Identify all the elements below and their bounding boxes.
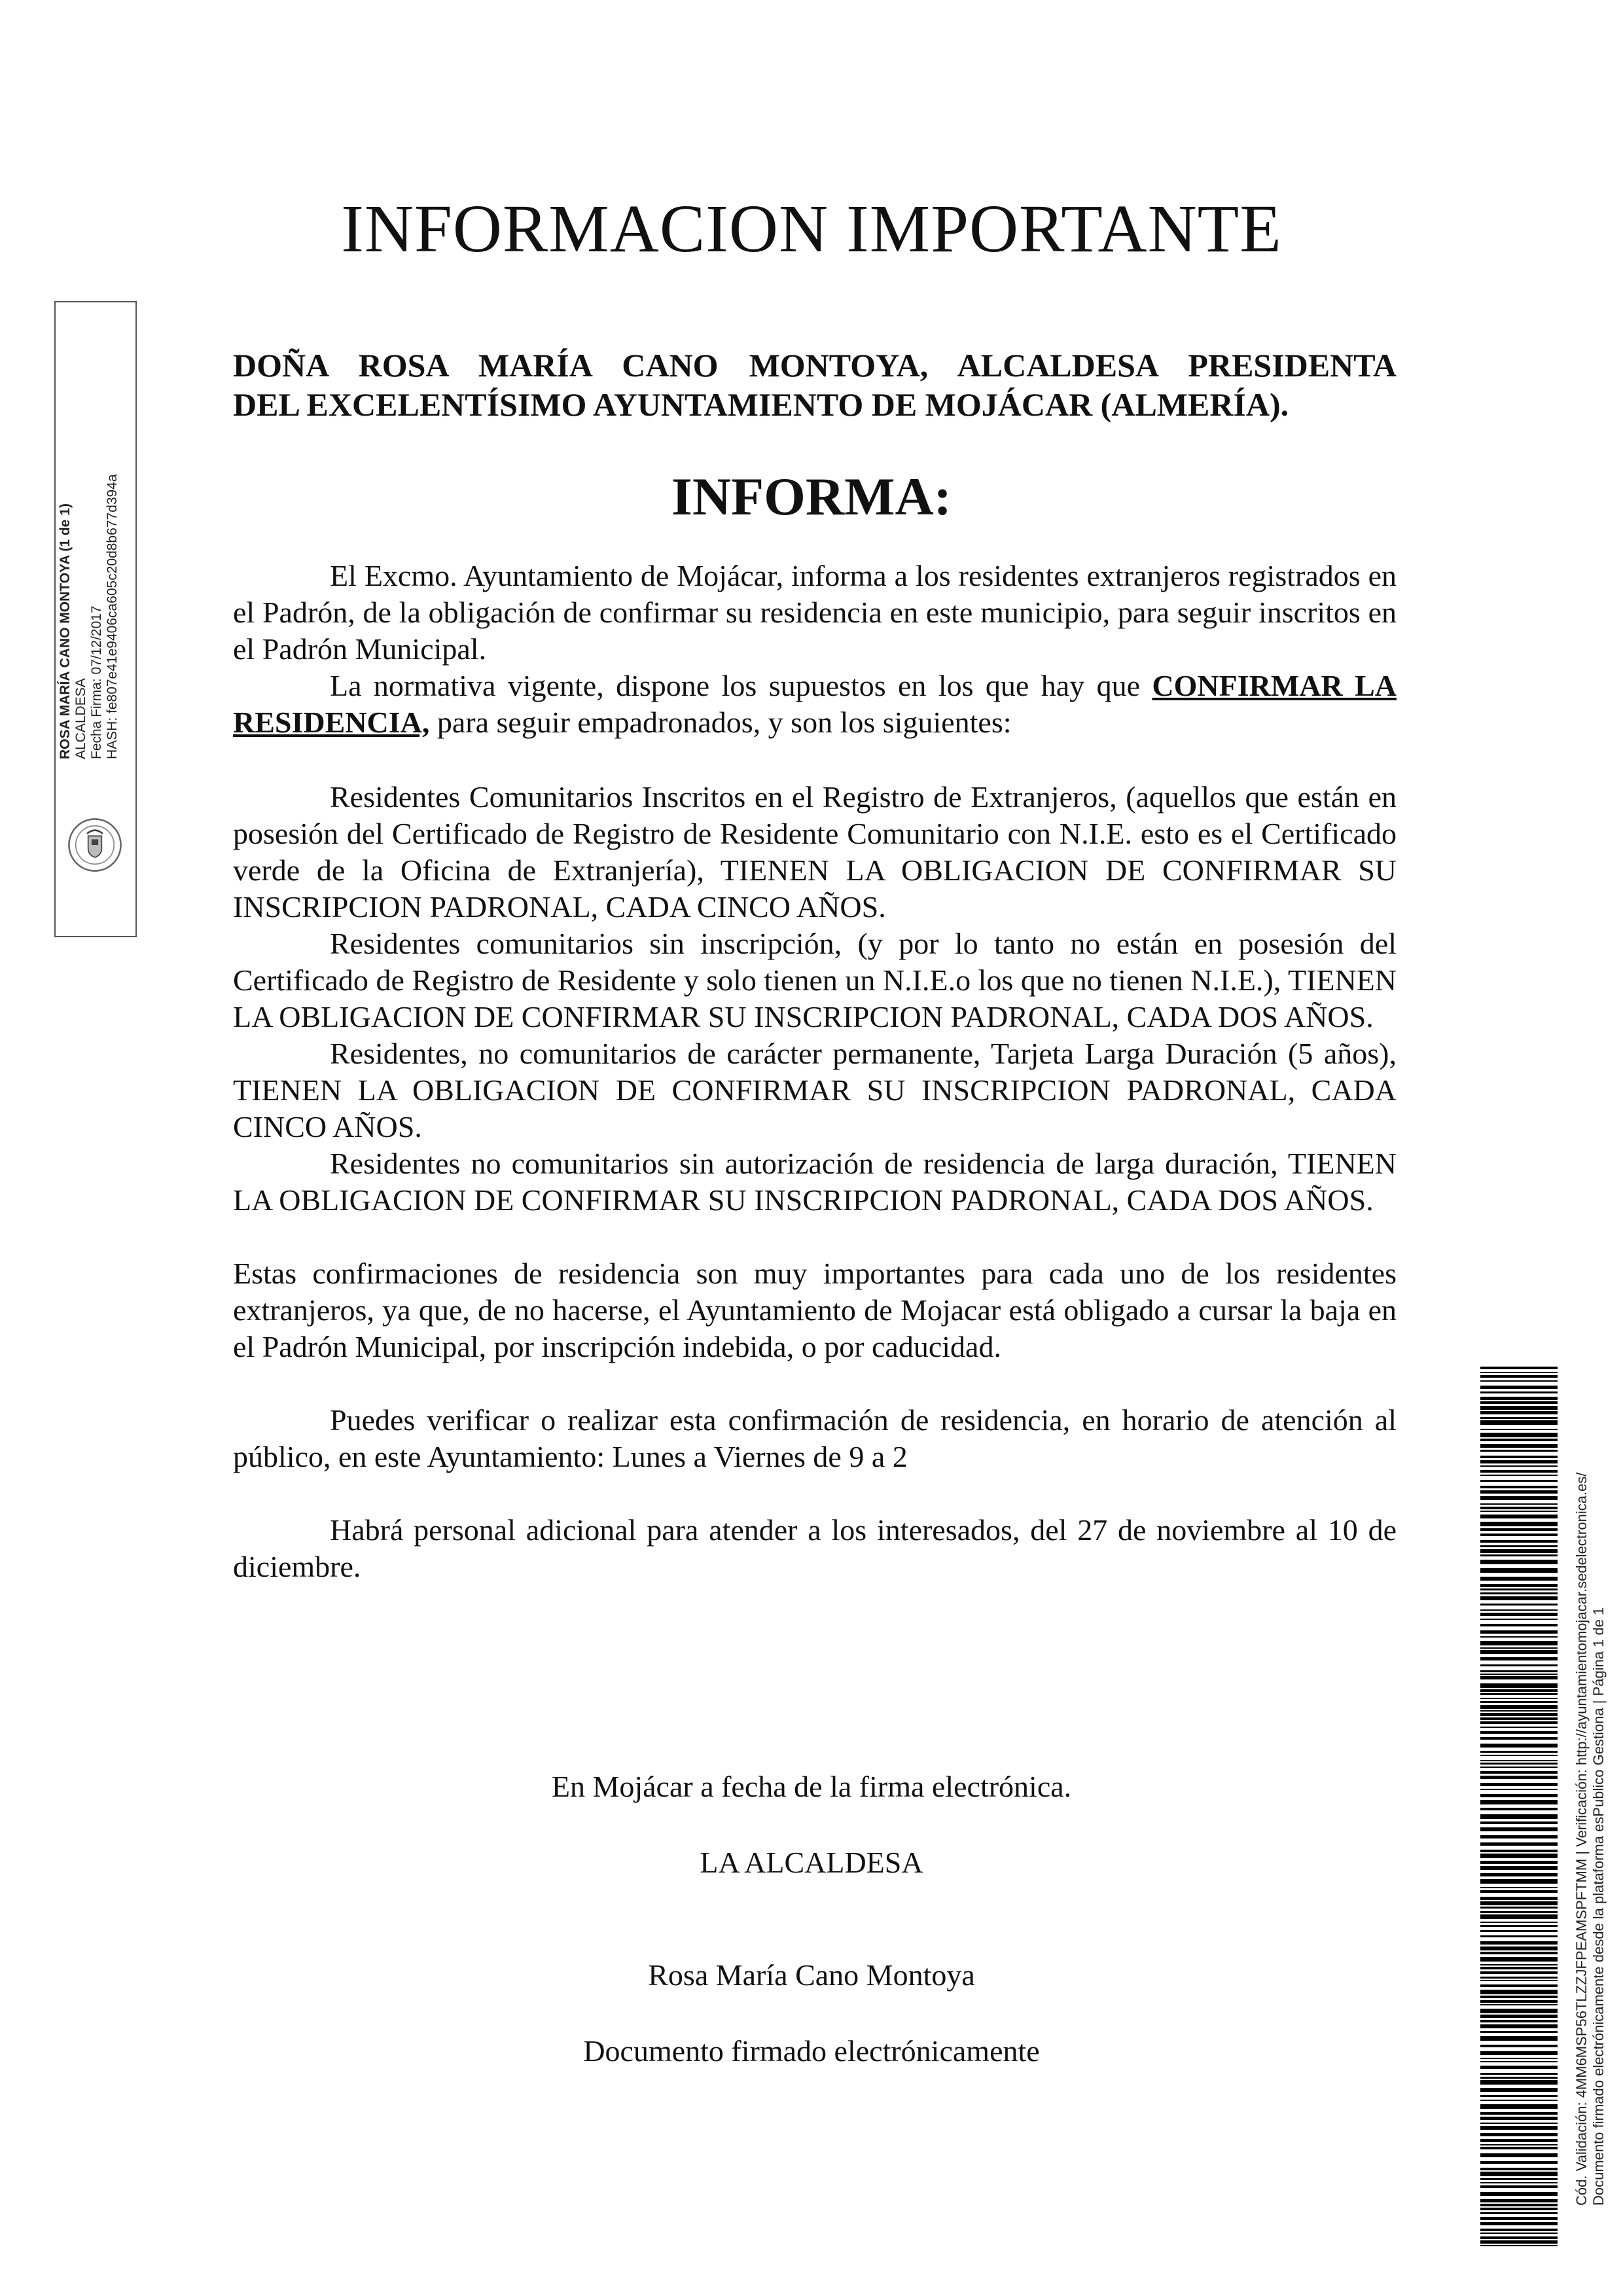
barcode-bar xyxy=(1480,1560,1558,1564)
barcode-bar xyxy=(1480,1808,1558,1810)
paragraph-intro: El Excmo. Ayuntamiento de Mojácar, informa a los residentes extranjeros registrados en el Padrón, de la obligación de confirmar su residencia en este municipio, para seguir inscritos en el Padrón Municipal. xyxy=(233,559,1397,666)
issuer-heading-line2: DEL EXCELENTÍSIMO AYUNTAMIENTO DE MOJÁCAR (ALMERÍA). xyxy=(233,386,1289,423)
barcode-bar xyxy=(1480,2031,1558,2033)
barcode-bar xyxy=(1480,1737,1558,1740)
barcode-bar xyxy=(1480,1705,1558,1709)
barcode-bar xyxy=(1480,2222,1558,2225)
barcode-bar xyxy=(1480,1977,1558,1979)
stamp-date: Fecha Firma: 07/12/2017 xyxy=(89,605,104,759)
barcode-bar xyxy=(1480,2009,1558,2013)
barcode-bar xyxy=(1480,1411,1558,1414)
barcode-bar xyxy=(1480,2161,1558,2164)
closing-place-date: En Mojácar a fecha de la firma electrónica. xyxy=(551,1770,1072,1803)
barcode-bar xyxy=(1480,1850,1558,1852)
barcode-bar xyxy=(1480,1433,1558,1437)
issuer-heading xyxy=(233,346,1397,424)
barcode-bar xyxy=(1480,1480,1558,1482)
barcode-bar xyxy=(1480,2185,1558,2188)
barcode-bar xyxy=(1480,2117,1558,2120)
barcode-bar xyxy=(1480,1890,1558,1893)
barcode-bar xyxy=(1480,1907,1558,1909)
barcode-bar xyxy=(1480,1922,1558,1923)
barcode-bar xyxy=(1480,1925,1558,1927)
barcode-bar xyxy=(1480,1577,1558,1581)
barcode-bar xyxy=(1480,1835,1558,1839)
case-comunitarios-inscritos: Residentes Comunitarios Inscritos en el Registro de Extranjeros, (aquellos que están en posesión del Certificado de Registro de Residente Comunitario con N.I.E. esto es el Certificado verde de la Oficina de Extranjería), TIENEN LA OBLIGACION DE CONFIRMAR SU INSCRIPCION PADRONAL, CADA CINCO AÑOS. xyxy=(233,780,1397,924)
signature-stamp-text xyxy=(58,474,120,759)
paragraph-schedule: Puedes verificar o realizar esta confirmación de residencia, en horario de atención al público, en este Ayuntamiento: Lunes a Viernes de 9 a 2 xyxy=(233,1403,1397,1473)
barcode-bar xyxy=(1480,1367,1558,1369)
barcode-bar xyxy=(1480,1717,1558,1720)
barcode-bar xyxy=(1480,1507,1558,1509)
barcode-bar xyxy=(1480,2192,1558,2196)
barcode-bar xyxy=(1480,1545,1558,1547)
barcode-bar xyxy=(1480,1619,1558,1620)
barcode-bar xyxy=(1480,2066,1558,2069)
barcode-bar xyxy=(1480,1568,1558,1573)
barcode-bar xyxy=(1480,1767,1558,1768)
barcode-bar xyxy=(1480,1439,1558,1441)
barcode-bar xyxy=(1480,2051,1558,2055)
barcode-bar xyxy=(1480,2045,1558,2047)
barcode-bar xyxy=(1480,1763,1558,1765)
barcode-bar xyxy=(1480,1456,1558,1458)
case-comunitarios-sin-inscripcion: Residentes comunitarios sin inscripción, (y por lo tanto no están en posesión del Certificado de Registro de Residente y solo tienen un N.I.E.o los que no tienen N.I.E.), TIENEN LA OBLIGACION DE CONFIRMAR SU INSCRIPCION PADRONAL, CADA DOS AÑOS. xyxy=(233,927,1397,1033)
barcode-bar xyxy=(1480,1528,1558,1531)
document-title: INFORMACION IMPORTANTE xyxy=(341,191,1282,266)
paragraph-normativa xyxy=(233,668,1397,741)
barcode-bar xyxy=(1480,1683,1558,1688)
barcode-bar xyxy=(1480,2144,1558,2145)
barcode-bar xyxy=(1480,1596,1558,1600)
barcode-bar xyxy=(1480,1613,1558,1616)
informa-heading: INFORMA: xyxy=(671,467,952,526)
barcode-bar xyxy=(1480,2153,1558,2157)
barcode-bar xyxy=(1480,1380,1558,1382)
barcode-bar xyxy=(1480,1800,1558,1804)
barcode-bar xyxy=(1480,1470,1558,1473)
barcode-bar xyxy=(1480,1641,1558,1645)
barcode-bar xyxy=(1480,2112,1558,2115)
barcode-bar xyxy=(1480,1980,1558,1981)
barcode-bar xyxy=(1480,2104,1558,2109)
barcode-bar xyxy=(1480,2168,1558,2170)
barcode-bar xyxy=(1480,1664,1558,1666)
barcode-bar xyxy=(1480,2080,1558,2085)
barcode-bar xyxy=(1480,1854,1558,1858)
barcode-bar xyxy=(1480,1814,1558,1819)
barcode-bar xyxy=(1480,1776,1558,1779)
barcode-bar xyxy=(1480,2061,1558,2062)
barcode-bar xyxy=(1480,1721,1558,1724)
barcode-bar xyxy=(1480,1967,1558,1969)
barcode-bar xyxy=(1480,1592,1558,1594)
barcode-bar xyxy=(1480,1873,1558,1876)
barcode-bar xyxy=(1480,1460,1558,1463)
barcode-bar xyxy=(1480,1897,1558,1900)
barcode-bar xyxy=(1480,1996,1558,1998)
barcode-bar xyxy=(1480,1444,1558,1448)
barcode-bar xyxy=(1480,1751,1558,1753)
barcode-bar xyxy=(1480,1821,1558,1824)
barcode-bar xyxy=(1480,1911,1558,1913)
stamp-role: ALCALDESA xyxy=(73,678,88,759)
barcode-bar xyxy=(1480,1397,1558,1400)
barcode-bar xyxy=(1480,2058,1558,2059)
barcode-bar xyxy=(1480,1710,1558,1712)
barcode-bar xyxy=(1480,1534,1558,1536)
barcode-bar xyxy=(1480,1755,1558,1756)
barcode-bar xyxy=(1480,1522,1558,1526)
municipal-seal-icon xyxy=(67,817,123,873)
barcode-bar xyxy=(1480,1713,1558,1716)
barcode-bar xyxy=(1480,1503,1558,1505)
barcode-bar xyxy=(1480,1861,1558,1864)
barcode-bar xyxy=(1480,2015,1558,2018)
barcode-bar xyxy=(1480,1964,1558,1965)
barcode-bar xyxy=(1480,1496,1558,1500)
barcode-bar xyxy=(1480,1372,1558,1373)
barcode-bar xyxy=(1480,2208,1558,2210)
barcode-bar xyxy=(1480,1650,1558,1654)
barcode-bar xyxy=(1480,1624,1558,1626)
barcode-bar xyxy=(1480,1698,1558,1699)
barcode-bar xyxy=(1480,1794,1558,1797)
barcode-bar xyxy=(1480,1827,1558,1831)
barcode-bar xyxy=(1480,1952,1558,1954)
closing-signer-name: Rosa María Cano Montoya xyxy=(648,1958,975,1992)
barcode-bar xyxy=(1480,1935,1558,1937)
barcode-bar xyxy=(1480,1465,1558,1467)
barcode-bar xyxy=(1480,1604,1558,1605)
barcode-bar xyxy=(1480,2217,1558,2220)
paragraph-importance: Estas confirmaciones de residencia son muy importantes para cada uno de los residentes extranjeros, ya que, de no hacerse, el Ayuntamiento de Mojacar está obligado a cursar la baja en el Padrón Municipal, por inscripción indebida, o por caducidad. xyxy=(233,1257,1397,1363)
barcode-bar xyxy=(1480,2024,1558,2028)
barcode-bar xyxy=(1480,1670,1558,1672)
barcode-bar xyxy=(1480,2199,1558,2202)
barcode-bar xyxy=(1480,1588,1558,1590)
barcode-bar xyxy=(1480,1866,1558,1870)
verification-text xyxy=(1573,1473,1607,2206)
barcode-bar xyxy=(1480,1930,1558,1932)
barcode-bar xyxy=(1480,1490,1558,1494)
barcode-bar xyxy=(1480,1744,1558,1748)
barcode-bar xyxy=(1480,1842,1558,1846)
stamp-hash: HASH: fe807e41e9406ca605c20d8b677d394a xyxy=(105,474,120,759)
barcode-bar xyxy=(1480,2004,1558,2005)
barcode-bar xyxy=(1480,1727,1558,1728)
barcode-bar xyxy=(1480,2133,1558,2136)
barcode-bar xyxy=(1480,1689,1558,1692)
barcode-bar xyxy=(1480,1946,1558,1950)
barcode-bar xyxy=(1480,1760,1558,1761)
barcode-bar xyxy=(1480,1971,1558,1974)
barcode-bar xyxy=(1480,1417,1558,1419)
validation-barcode xyxy=(1480,1367,1558,2250)
barcode-bar xyxy=(1480,1783,1558,1786)
document-body xyxy=(233,558,1397,1585)
barcode-bar xyxy=(1480,1701,1558,1703)
barcode-bar xyxy=(1480,1957,1558,1962)
barcode-bar xyxy=(1480,1549,1558,1553)
issuer-heading-line1: DOÑA ROSA MARÍA CANO MONTOYA, ALCALDESA PRESIDENTA xyxy=(233,347,1397,384)
case-no-comunitarios-sin-autorizacion: Residentes no comunitarios sin autorización de residencia de larga duración, TIENEN LA OBLIGACION DE CONFIRMAR SU INSCRIPCION PADRONAL, CADA DOS AÑOS. xyxy=(233,1147,1397,1217)
barcode-bar xyxy=(1480,2178,1558,2180)
barcode-bar xyxy=(1480,1391,1558,1393)
paragraph-additional-staff: Habrá personal adicional para atender a los interesados, del 27 de noviembre al 10 de diciembre. xyxy=(233,1513,1397,1583)
barcode-bar xyxy=(1480,2182,1558,2183)
barcode-bar xyxy=(1480,2229,1558,2231)
barcode-bar xyxy=(1480,2139,1558,2142)
closing-signed-note: Documento firmado electrónicamente xyxy=(583,2034,1040,2068)
barcode-bar xyxy=(1480,2212,1558,2214)
barcode-bar xyxy=(1480,1609,1558,1611)
barcode-bar xyxy=(1480,2204,1558,2206)
barcode-bar xyxy=(1480,2123,1558,2124)
barcode-bar xyxy=(1480,1901,1558,1905)
barcode-bar xyxy=(1480,1731,1558,1734)
barcode-bar xyxy=(1480,2020,1558,2022)
verification-code-line: Cód. Validación: 4MM6MSP56TLZZJFPEAMSPFTMM | Verificación: http://ayuntamientomojacar.sedelectronica.es/ xyxy=(1573,1472,1590,2206)
barcode-bar xyxy=(1480,2172,1558,2176)
paragraph-normativa-tail: para seguir empadronados, y son los siguientes: xyxy=(429,706,1012,739)
barcode-bar xyxy=(1480,1984,1558,1987)
stamp-signer: ROSA MARÍA CANO MONTOYA (1 de 1) xyxy=(58,503,73,759)
barcode-bar xyxy=(1480,2126,1558,2130)
barcode-bar xyxy=(1480,1647,1558,1649)
barcode-bar xyxy=(1480,2095,1558,2097)
barcode-bar xyxy=(1480,2245,1558,2246)
barcode-bar xyxy=(1480,2147,1558,2149)
barcode-bar xyxy=(1480,1990,1558,1994)
barcode-bar xyxy=(1480,1914,1558,1919)
barcode-bar xyxy=(1480,2077,1558,2079)
barcode-bar xyxy=(1480,1475,1558,1476)
barcode-bar xyxy=(1480,2073,1558,2075)
barcode-bar xyxy=(1480,1887,1558,1888)
barcode-bar xyxy=(1480,2233,1558,2234)
barcode-bar xyxy=(1480,1429,1558,1430)
barcode-bar xyxy=(1480,1630,1558,1634)
paragraph-normativa-text: La normativa vigente, dispone los supuestos en los que hay que xyxy=(330,669,1152,702)
barcode-bar xyxy=(1480,1941,1558,1945)
barcode-bar xyxy=(1480,1375,1558,1378)
barcode-bar xyxy=(1480,1879,1558,1884)
barcode-bar xyxy=(1480,2236,1558,2239)
barcode-bar xyxy=(1480,1420,1558,1425)
barcode-bar xyxy=(1480,1515,1558,1518)
barcode-bar xyxy=(1480,1401,1558,1404)
closing-role: LA ALCALDESA xyxy=(700,1846,923,1879)
confirmar-residencia-emphasis: CONFIRMAR LA RESIDENCIA, xyxy=(233,669,1397,739)
barcode-bar xyxy=(1480,2036,1558,2041)
barcode-bar xyxy=(1480,1636,1558,1638)
barcode-bar xyxy=(1480,2100,1558,2101)
barcode-bar xyxy=(1480,2088,1558,2092)
barcode-bar xyxy=(1480,1674,1558,1675)
barcode-bar xyxy=(1480,1657,1558,1660)
barcode-bar xyxy=(1480,1386,1558,1389)
barcode-bar xyxy=(1480,2240,1558,2244)
verification-platform-line: Documento firmado electrónicamente desde la plataforma esPublico Gestiona | Página 1 de 1 xyxy=(1590,1607,1607,2206)
barcode-bar xyxy=(1480,1486,1558,1488)
barcode-bar xyxy=(1480,1584,1558,1587)
barcode-bar xyxy=(1480,1693,1558,1695)
barcode-bar xyxy=(1480,1450,1558,1452)
barcode-bar xyxy=(1480,1771,1558,1774)
barcode-bar xyxy=(1480,2000,1558,2003)
barcode-bar xyxy=(1480,1554,1558,1556)
barcode-bar xyxy=(1480,1676,1558,1679)
barcode-bar xyxy=(1480,1406,1558,1410)
barcode-bar xyxy=(1480,1789,1558,1790)
barcode-bar xyxy=(1480,1540,1558,1543)
barcode-bar xyxy=(1480,1511,1558,1512)
case-no-comunitarios-permanente: Residentes, no comunitarios de carácter permanente, Tarjeta Larga Duración (5 años), TIENEN LA OBLIGACION DE CONFIRMAR SU INSCRIPCION PADRONAL, CADA CINCO AÑOS. xyxy=(233,1037,1397,1143)
